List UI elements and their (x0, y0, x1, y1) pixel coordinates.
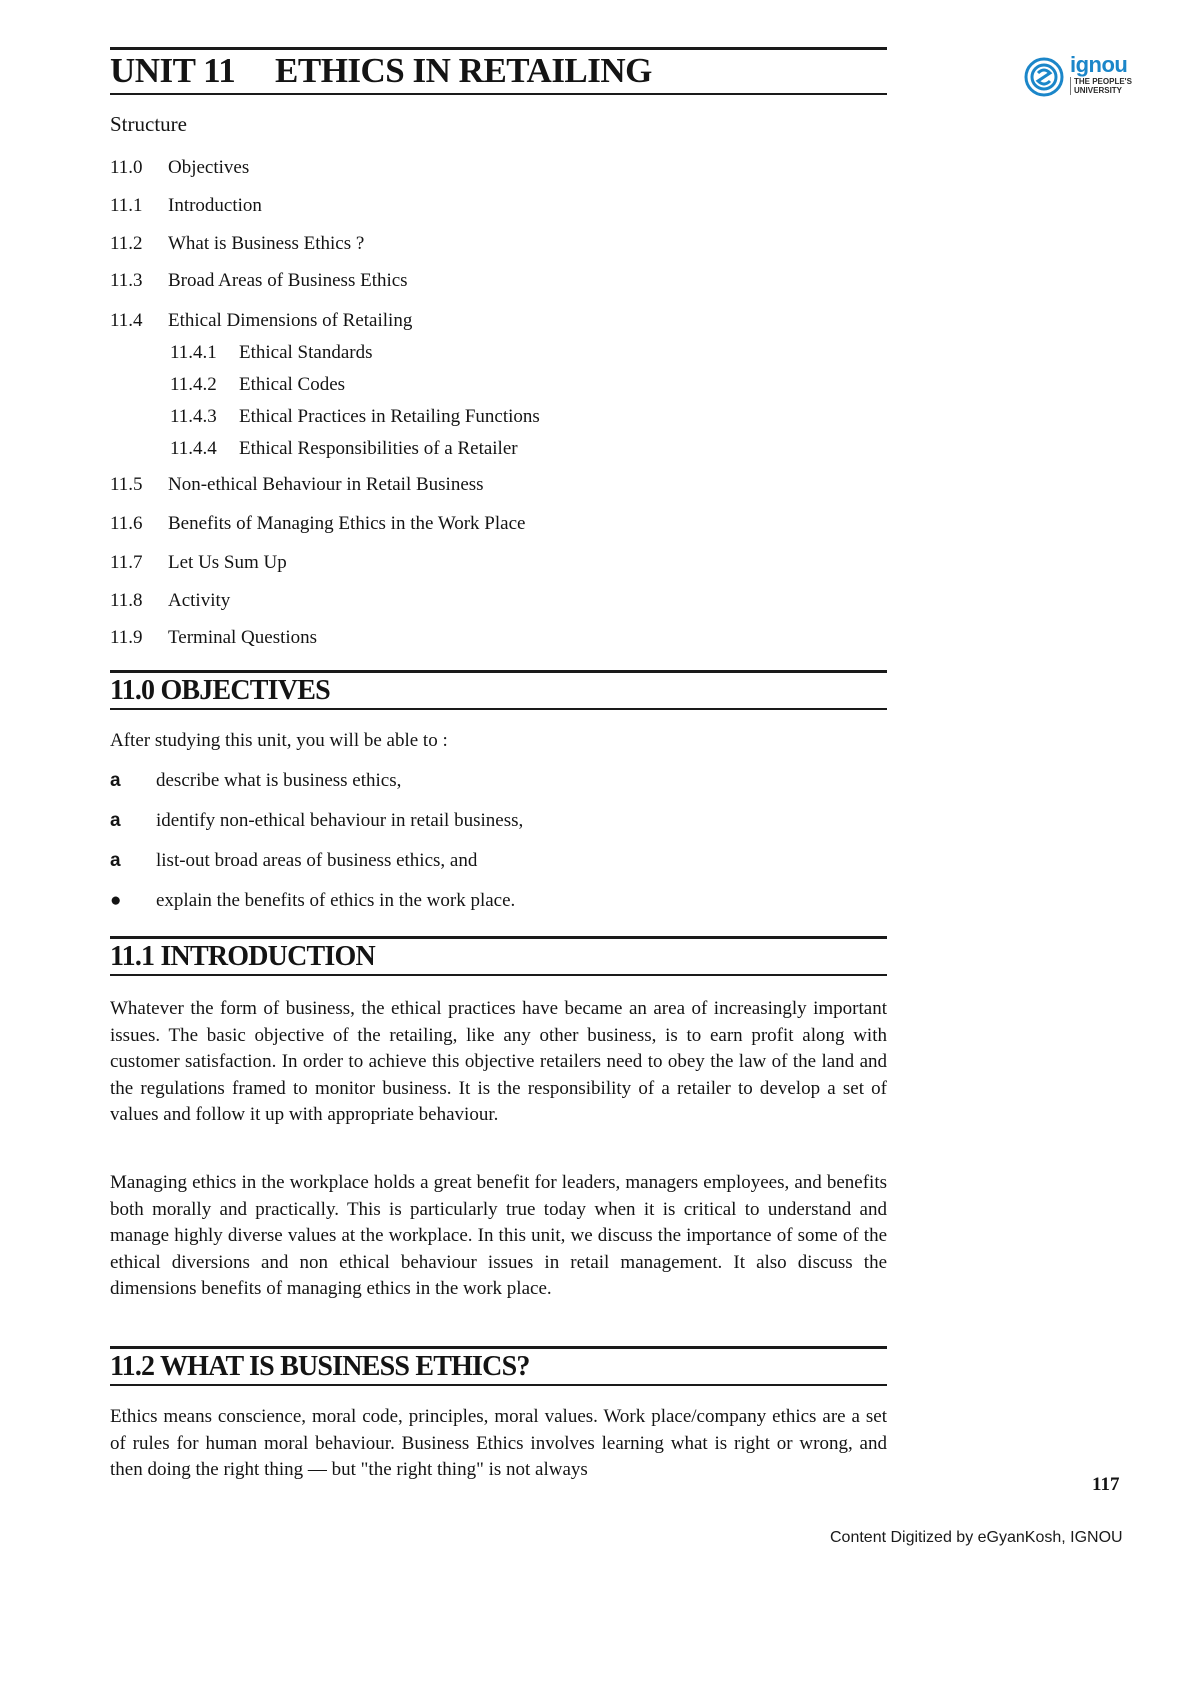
business-ethics-paragraph: Ethics means conscience, moral code, principles, moral values. Work place/company ethics are a set of rules for human moral behaviour. Business Ethics involves learning what is right or wrong, and then doing the right thing — but "the right thing" is not always (110, 1406, 887, 1480)
toc-item (110, 195, 262, 217)
toc-item-number: 11.3 (110, 270, 143, 291)
toc-subitem-number: 11.4.1 (170, 342, 217, 363)
bullet-marker: a (110, 810, 121, 831)
toc-item-label: Non-ethical Behaviour in Retail Business (168, 474, 484, 495)
toc-item-number: 11.9 (110, 627, 143, 648)
toc-item-label: Terminal Questions (168, 627, 318, 648)
logo-word: ignou (1070, 52, 1128, 77)
page-number: 117 (1092, 1474, 1120, 1495)
objective-bullet (110, 890, 515, 912)
toc-item-label: Broad Areas of Business Ethics (168, 270, 408, 291)
unit-number: UNIT 11 (110, 51, 236, 90)
section-rule-bottom (110, 708, 887, 710)
toc-item (110, 157, 249, 179)
footer-credit: Content Digitized by eGyanKosh, IGNOU (830, 1529, 1123, 1546)
toc-item-number: 11.5 (110, 474, 143, 495)
toc-item (110, 474, 484, 496)
toc-item-number: 11.1 (110, 195, 143, 216)
section-title: 11.0 OBJECTIVES (110, 675, 330, 706)
toc-item (110, 233, 364, 255)
bullet-text: explain the benefits of ethics in the work place. (156, 890, 516, 911)
unit-title-text: ETHICS IN RETAILING (275, 51, 652, 90)
toc-subitem-label: Ethical Responsibilities of a Retailer (239, 438, 518, 459)
toc-subitem (170, 438, 518, 460)
bullet-text: identify non-ethical behaviour in retail business, (156, 810, 524, 831)
toc-item-number: 11.8 (110, 590, 143, 611)
toc-item-label: Introduction (168, 195, 262, 216)
section-rule-bottom (110, 974, 887, 976)
toc-subitem-number: 11.4.2 (170, 374, 217, 395)
toc-item-number: 11.2 (110, 233, 143, 254)
toc-subitem-label: Ethical Standards (239, 342, 373, 363)
toc-item (110, 270, 408, 292)
bullet-text: describe what is business ethics, (156, 770, 402, 791)
toc-item-label: What is Business Ethics ? (168, 233, 365, 254)
section-title: 11.1 INTRODUCTION (110, 941, 375, 972)
structure-heading: Structure (110, 112, 187, 136)
toc-item-label: Objectives (168, 157, 250, 178)
toc-subitem (170, 374, 345, 396)
bullet-text: list-out broad areas of business ethics, and (156, 850, 478, 871)
toc-item (110, 513, 525, 535)
logo-subtitle (1070, 77, 1132, 95)
toc-item-number: 11.7 (110, 552, 143, 573)
bullet-marker: a (110, 850, 121, 871)
toc-subitem-number: 11.4.3 (170, 406, 217, 427)
ignou-emblem-icon (1024, 57, 1064, 97)
toc-item (110, 627, 317, 649)
toc-item-label: Benefits of Managing Ethics in the Work Place (168, 513, 526, 534)
toc-item-number: 11.4 (110, 310, 143, 331)
objective-bullet (110, 770, 401, 792)
introduction-paragraph-2: Managing ethics in the workplace holds a great benefit for leaders, managers employees, and benefits both morally and practically. This is particularly true today when it is critical to understand and manage highly diverse values at the workplace. In this unit, we discuss the importance of some of the ethical diversions and non ethical behaviour issues in retail management. It also discuss the dimensions benefits of managing ethics in the work place. (110, 1172, 887, 1299)
toc-item-number: 11.6 (110, 513, 143, 534)
toc-item-number: 11.0 (110, 157, 143, 178)
unit-title-rule-bottom (110, 93, 887, 95)
bullet-marker: a (110, 770, 121, 791)
unit-title (110, 50, 887, 92)
toc-subitem (170, 406, 540, 428)
toc-item (110, 310, 412, 332)
toc-subitem (170, 342, 373, 364)
bullet-marker: ● (110, 890, 122, 911)
objective-bullet (110, 810, 523, 832)
toc-item-label: Let Us Sum Up (168, 552, 287, 573)
ignou-logo (1024, 52, 1139, 105)
toc-item (110, 590, 230, 612)
toc-item-label: Ethical Dimensions of Retailing (168, 310, 413, 331)
toc-item-label: Activity (168, 590, 231, 611)
logo-line-2: UNIVERSITY (1074, 86, 1123, 95)
toc-subitem-label: Ethical Practices in Retailing Functions (239, 406, 540, 427)
introduction-paragraph-1: Whatever the form of business, the ethical practices have became an area of increasingly important issues. The basic objective of the retailing, like any other business, is to earn profit along with customer satisfaction. In order to achieve this objective retailers need to obey the law of the land and the regulations framed to monitor business. It is the responsibility of a retailer to develop a set of values and follow it up with appropriate behaviour. (110, 998, 887, 1125)
logo-line-1: THE PEOPLE'S (1074, 77, 1132, 86)
toc-item (110, 552, 287, 574)
objectives-intro: After studying this unit, you will be able to : (110, 730, 448, 751)
objective-bullet (110, 850, 477, 872)
toc-subitem-label: Ethical Codes (239, 374, 346, 395)
section-title: 11.2 WHAT IS BUSINESS ETHICS? (110, 1351, 530, 1382)
section-rule-bottom (110, 1384, 887, 1386)
toc-subitem-number: 11.4.4 (170, 438, 217, 459)
